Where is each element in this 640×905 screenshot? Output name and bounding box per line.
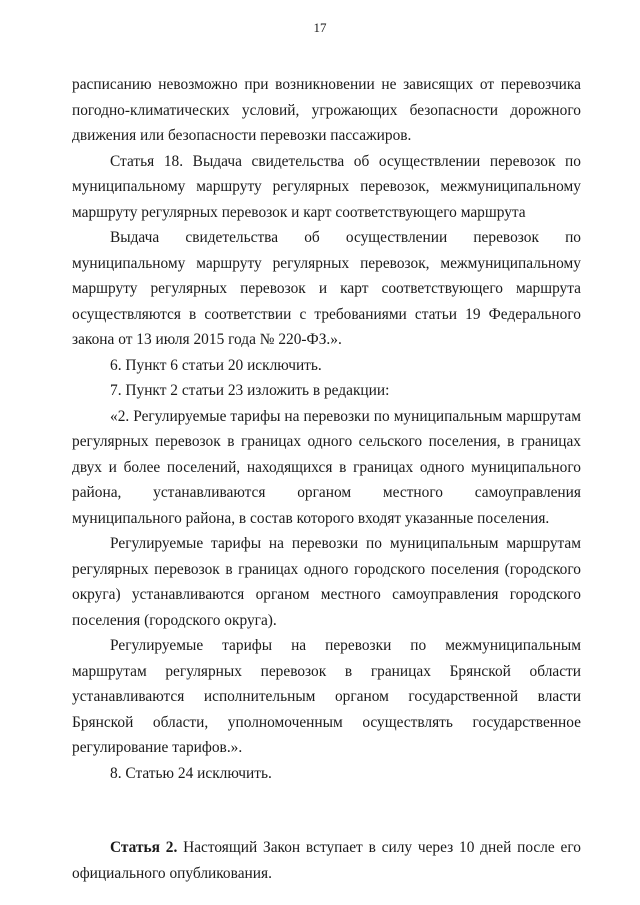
paragraph-continuation: расписанию невозможно при возникновении не зависящих от перевозчика погодно-климатических условий, угрожающих безопасности дорожного движения или безопасности перевозки пассажиров. <box>72 76 581 144</box>
article-2-paragraph <box>72 835 581 886</box>
article-2-label: Статья 2. <box>110 839 178 856</box>
tariff-paragraph-2: Регулируемые тарифы на перевозки по муниципальным маршрутам регулярных перевозок в границах одного городского поселения (городского округа) устанавливаются органом местного самоуправления городского поселения (городского округа). <box>72 535 581 629</box>
document-body <box>72 72 581 886</box>
item-7: 7. Пункт 2 статьи 23 изложить в редакции: <box>110 382 390 399</box>
item-8: 8. Статью 24 исключить. <box>110 764 272 782</box>
page-number: 17 <box>313 20 327 35</box>
article-18-text: Выдача свидетельства об осуществлении перевозок по муниципальному маршруту регулярных перевозок, межмуниципальному маршруту регулярных перевозок и карт соответствующего маршрута осуществляются в соответствии с требованиями статьи 19 Федерального закона от 13 июля 2015 года № 220-ФЗ.». <box>72 229 581 348</box>
item-6: 6. Пункт 6 статьи 20 исключить. <box>110 356 322 374</box>
article-2-text: Настоящий Закон вступает в силу через 10 дней после его официального опубликования. <box>72 839 581 882</box>
article-18-heading: Статья 18. Выдача свидетельства об осуществлении перевозок по муниципальному маршруту регулярных перевозок, межмуниципальному маршруту регулярных перевозок и карт соответствующего маршрута <box>72 152 581 221</box>
tariff-paragraph-3: Регулируемые тарифы на перевозки по межмуниципальным маршрутам регулярных перевозок в границах Брянской области устанавливаются исполнительным органом государственной власти Брянской области, уполномоченным осуществлять государственное регулирование тарифов.». <box>72 637 581 756</box>
tariff-paragraph-1: «2. Регулируемые тарифы на перевозки по муниципальным маршрутам регулярных перевозок в границах одного сельского поселения, в границах двух и более поселений, находящихся в границах одного муниципального района, устанавливаются органом местного самоуправления муниципального района, в состав которого входят указанные поселения. <box>72 407 581 527</box>
